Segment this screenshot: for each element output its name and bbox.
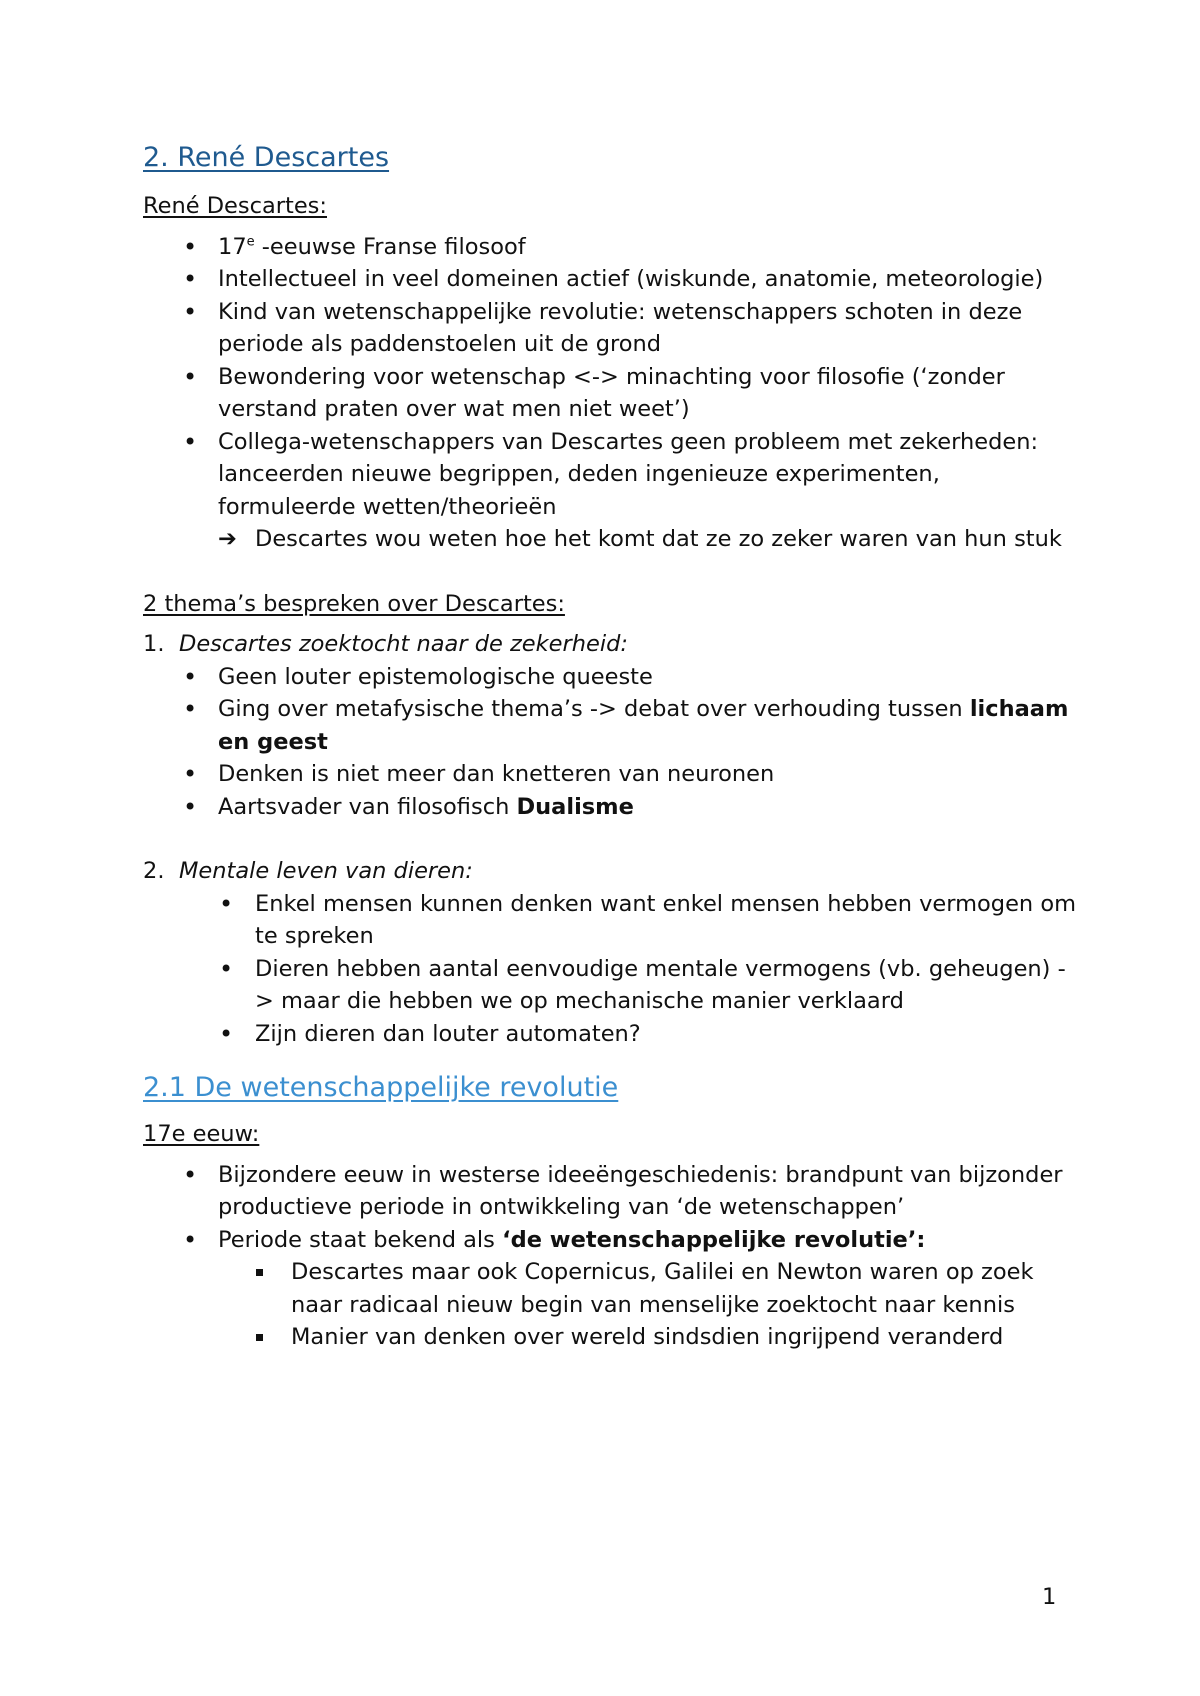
arrow-right-icon: ➔ [218, 526, 237, 552]
list-item [143, 693, 1083, 758]
list-item: • Collega-wetenschappers van Descartes geen probleem met zekerheden: lanceerden nieuwe begrippen, deden ingenieuze experimenten, formuleerde wetten/theorieën [143, 426, 1083, 524]
bold-term: Dualisme [516, 793, 634, 820]
century-number: 17 [218, 233, 247, 260]
century-label: 17e eeuw: [143, 1121, 260, 1147]
spacer [143, 556, 1083, 588]
list-item: • Bijzondere eeuw in westerse ideeëngeschiedenis: brandpunt van bijzonder productieve periode in ontwikkeling van ‘de wetenschappen’ [143, 1159, 1083, 1224]
list-item: • Enkel mensen kunnen denken want enkel mensen hebben vermogen om te spreken [143, 888, 1083, 953]
list-item-text: Aartsvader van filosofisch [218, 793, 517, 820]
theme-title: Mentale leven van dieren: [179, 858, 473, 884]
sub-list-item: Manier van denken over wereld sindsdien ingrijpend veranderd [143, 1321, 1083, 1354]
sub-list-item: Descartes maar ook Copernicus, Galilei en Newton waren op zoek naar radicaal nieuw begin van menselijke zoektocht naar kennis [143, 1256, 1083, 1321]
superscript: e [246, 234, 255, 249]
theme-number: 2. [143, 858, 165, 884]
list-item [143, 231, 1083, 264]
list-item: • Kind van wetenschappelijke revolutie: wetenschappers schoten in deze periode als paddenstoelen uit de grond [143, 296, 1083, 361]
theme-2-bullet-list [143, 888, 1083, 1051]
bold-term: lichaam en geest [218, 696, 1069, 755]
list-item [143, 1224, 1083, 1257]
theme-2-heading [143, 855, 1083, 888]
intro-label: René Descartes: [143, 193, 327, 219]
list-item [143, 791, 1083, 824]
list-item-text: -eeuwse Franse filosoof [254, 233, 526, 260]
theme-number: 1. [143, 631, 165, 657]
theme-1-heading [143, 628, 1083, 661]
list-item-text: Periode staat bekend als [218, 1226, 503, 1253]
theme-title: Descartes zoektocht naar de zekerheid: [179, 631, 628, 657]
list-item-text: Ging over metafysische thema’s -> debat over verhouding tussen [218, 696, 970, 722]
list-item: • Geen louter epistemologische queeste [143, 661, 1083, 694]
bold-term: ‘de wetenschappelijke revolutie’: [502, 1226, 926, 1253]
list-item-text: Descartes wou weten hoe het komt dat ze zo zeker waren van hun stuk [255, 526, 1062, 552]
document-body [143, 138, 1083, 1354]
arrow-list-item [143, 523, 1083, 556]
list-item: • Zijn dieren dan louter automaten? [143, 1018, 1083, 1051]
list-item: • Dieren hebben aantal eenvoudige mentale vermogens (vb. geheugen) -> maar die hebben we op mechanische manier verklaard [143, 953, 1083, 1018]
theme-1-bullet-list [143, 661, 1083, 824]
section-heading-scientific-revolution: 2.1 De wetenschappelijke revolutie [143, 1072, 619, 1103]
section-heading-descartes: 2. René Descartes [143, 142, 390, 173]
century-bullet-list [143, 1159, 1083, 1354]
page-number: 1 [1042, 1584, 1057, 1610]
list-item: • Intellectueel in veel domeinen actief (wiskunde, anatomie, meteorologie) [143, 263, 1083, 296]
intro-bullet-list [143, 231, 1083, 556]
list-item: • Bewondering voor wetenschap <-> minachting voor filosofie (‘zonder verstand praten over wat men niet weet’) [143, 361, 1083, 426]
spacer [143, 823, 1083, 855]
themes-label: 2 thema’s bespreken over Descartes: [143, 590, 565, 617]
list-item: • Denken is niet meer dan knetteren van neuronen [143, 758, 1083, 791]
